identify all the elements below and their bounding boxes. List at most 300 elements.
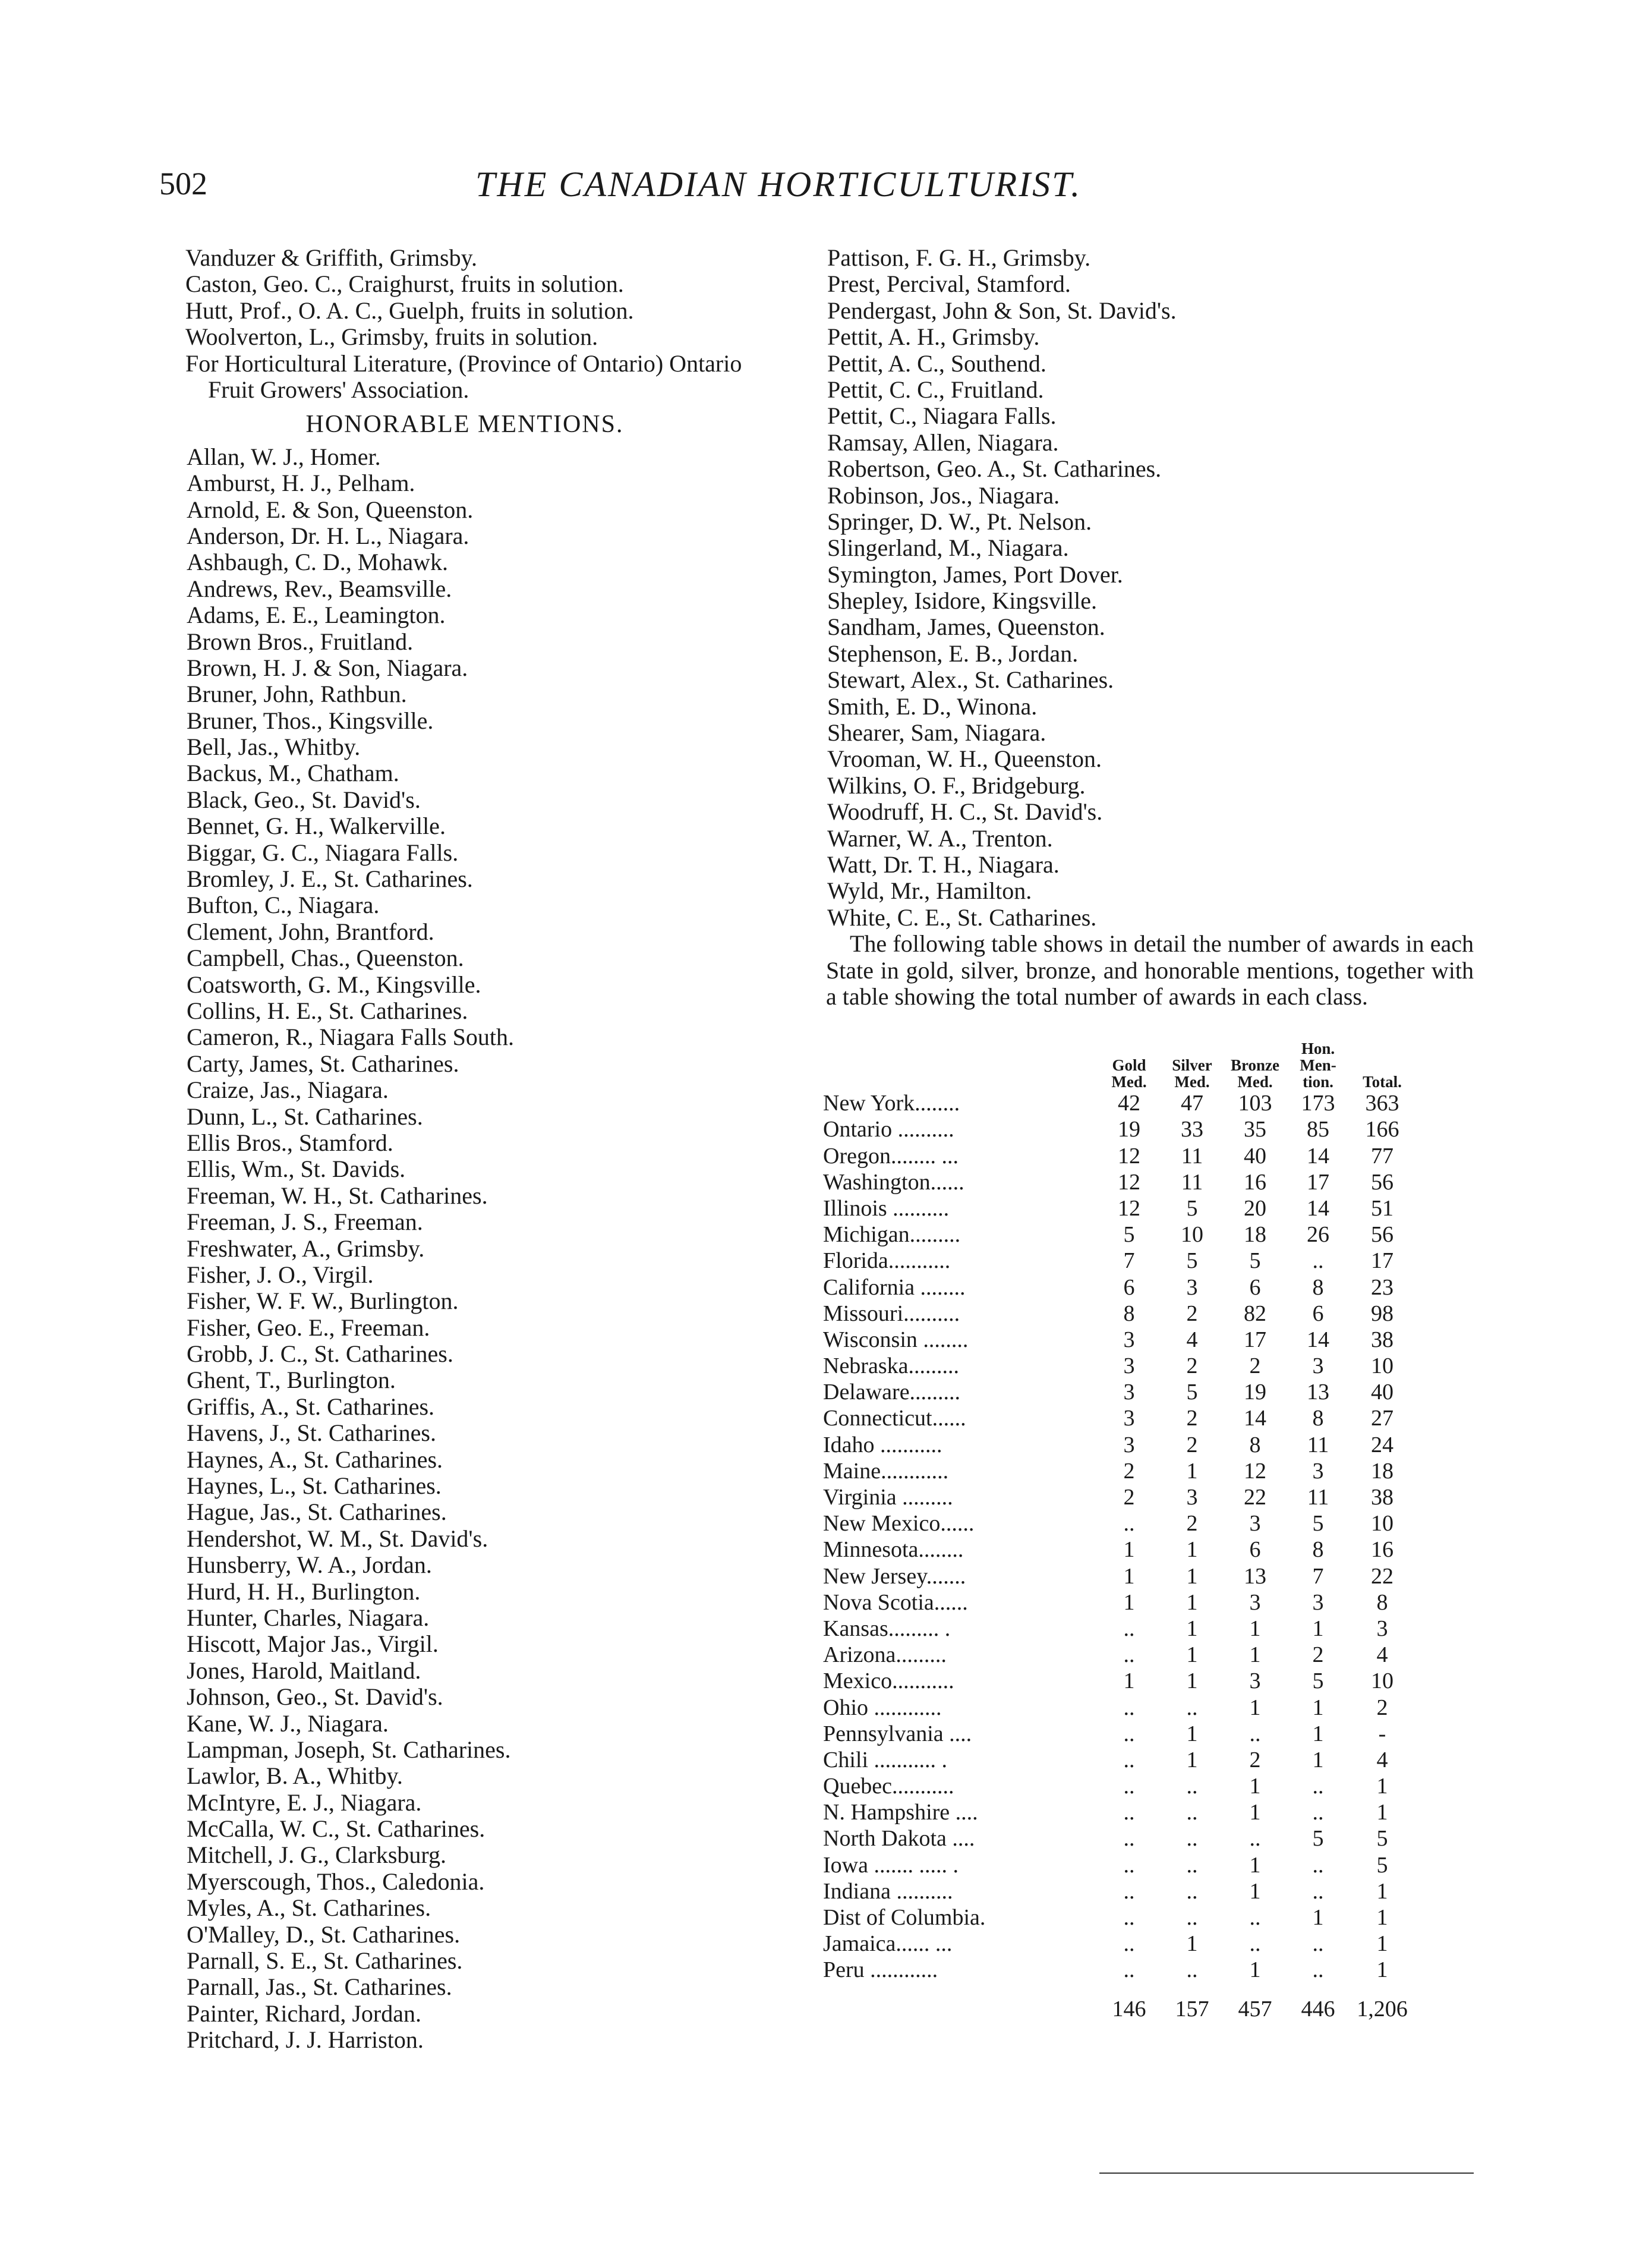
cell-state: New York........ [823,1091,960,1116]
cell-bronze: .. [1249,1905,1261,1930]
cell-silver: 1 [1186,1589,1198,1615]
list-item: Collins, H. E., St. Catharines. [187,997,468,1024]
header-text: tion. [1303,1073,1333,1091]
cell-silver: 1 [1186,1931,1198,1957]
list-item: Hunter, Charles, Niagara. [187,1604,430,1631]
table-row [823,1431,1415,1457]
list-item: Symington, James, Port Dover. [827,561,1123,588]
cell-hon: .. [1312,1774,1324,1799]
header-text: Med. [1111,1073,1147,1091]
list-item: Fisher, J. O., Virgil. [187,1261,374,1288]
cell-silver: .. [1186,1800,1198,1825]
cell-state: Minnesota........ [823,1537,964,1563]
cell-hon: 14 [1307,1195,1329,1221]
cell-total: 1 [1376,1905,1388,1930]
table-row [823,1825,1415,1852]
table-row [823,1195,1415,1221]
header-text: Silver [1172,1056,1212,1074]
cell-total: 1 [1376,1957,1388,1983]
cell-bronze: 3 [1249,1668,1261,1694]
cell-gold: .. [1123,1616,1135,1641]
cell-state: Jamaica...... ... [823,1931,953,1957]
cell-state: Wisconsin ........ [823,1327,969,1352]
cell-hon: 8 [1312,1537,1324,1563]
table-row [823,1484,1415,1510]
header-hon [1287,1040,1350,1090]
list-item: Allan, W. J., Homer. [187,443,381,470]
list-item: Vanduzer & Griffith, Grimsby. [185,244,478,271]
list-item: Hutt, Prof., O. A. C., Guelph, fruits in solution. [185,297,634,324]
list-item: Brown Bros., Fruitland. [187,628,414,655]
cell-bronze: .. [1249,1826,1261,1852]
cell-bronze: 103 [1238,1091,1272,1116]
honorable-mentions-list-continued [826,245,1474,931]
cell-total: 5 [1376,1826,1388,1852]
header-text: Hon. [1301,1040,1335,1057]
list-item: Pritchard, J. J. Harriston. [187,2026,424,2054]
cell-state: Ohio ............ [823,1695,942,1720]
list-item: Hunsberry, W. A., Jordan. [187,1551,432,1579]
list-item: Sandham, James, Queenston. [827,613,1105,641]
cell-silver: 1 [1186,1563,1198,1589]
list-item: Campbell, Chas., Queenston. [187,944,464,972]
cell-bronze: 1 [1249,1852,1261,1878]
cell-bronze: 40 [1244,1143,1266,1169]
cell-gold: 19 [1118,1117,1140,1142]
cell-bronze: 1 [1249,1774,1261,1799]
cell-silver: 1 [1186,1616,1198,1641]
list-item: Freshwater, A., Grimsby. [187,1235,425,1262]
right-column [826,245,1474,1010]
cell-state: Chili ........... . [823,1747,948,1772]
cell-gold: 42 [1118,1091,1140,1116]
cell-state: Connecticut...... [823,1406,966,1431]
cell-total: 166 [1365,1117,1399,1142]
list-item: Hendershot, W. M., St. David's. [187,1525,488,1552]
cell-total: 38 [1371,1485,1394,1510]
cell-hon: .. [1312,1800,1324,1825]
cell-bronze: 3 [1249,1589,1261,1615]
table-row [823,1563,1415,1589]
cell-silver: 2 [1186,1432,1198,1457]
table-row [823,1090,1415,1116]
list-item: O'Malley, D., St. Catharines. [187,1920,461,1948]
cell-hon: 26 [1307,1222,1329,1248]
total-silver: 157 [1175,1997,1209,2022]
list-item: Stewart, Alex., St. Catharines. [827,666,1114,694]
cell-gold: .. [1123,1774,1135,1799]
cell-hon: 173 [1301,1091,1335,1116]
cell-silver: 47 [1181,1091,1203,1116]
list-item: Clement, John, Brantford. [187,918,434,945]
list-item: Pettit, C., Niagara Falls. [827,402,1057,430]
cell-hon: 14 [1307,1327,1329,1352]
table-row [823,1721,1415,1747]
table-row [823,1274,1415,1300]
cell-gold: 3 [1123,1406,1135,1431]
list-item: Arnold, E. & Son, Queenston. [187,496,474,523]
cell-state: Indiana .......... [823,1878,953,1904]
cell-silver: .. [1186,1905,1198,1930]
cell-state: Michigan......... [823,1222,961,1248]
table-row [823,1248,1415,1274]
table-row [823,1169,1415,1195]
cell-silver: 11 [1181,1143,1203,1169]
list-item: Slingerland, M., Niagara. [827,534,1069,562]
table-row [823,1642,1415,1668]
list-item: Woolverton, L., Grimsby, fruits in solution. [185,323,598,351]
table-row [823,1116,1415,1142]
cell-gold: 12 [1118,1169,1140,1195]
cell-silver: 10 [1181,1222,1203,1248]
list-item: Pettit, C. C., Fruitland. [827,376,1044,403]
list-item: McIntyre, E. J., Niagara. [187,1789,422,1816]
table-row [823,1405,1415,1431]
cell-state: Peru ............ [823,1957,938,1983]
header-text: Med. [1174,1073,1210,1091]
cell-total: 24 [1371,1432,1394,1457]
cell-total: 1 [1376,1800,1388,1825]
cell-hon: 1 [1312,1616,1324,1641]
table-totals-row [823,1983,1415,2022]
cell-bronze: 35 [1244,1117,1266,1142]
cell-hon: 1 [1312,1905,1324,1930]
cell-hon: .. [1312,1248,1324,1274]
list-item: Ellis Bros., Stamford. [187,1129,393,1156]
cell-silver: 3 [1186,1485,1198,1510]
list-item: Dunn, L., St. Catharines. [187,1103,423,1130]
cell-total: 363 [1365,1091,1399,1116]
cell-gold: .. [1123,1511,1135,1537]
cell-gold: 2 [1123,1458,1135,1484]
table-row [823,1510,1415,1537]
list-item: Springer, D. W., Pt. Nelson. [827,508,1092,535]
cell-gold: 3 [1123,1380,1135,1405]
cell-bronze: 22 [1244,1485,1266,1510]
cell-gold: .. [1123,1852,1135,1878]
list-item: Ashbaugh, C. D., Mohawk. [187,549,448,576]
total-hon: 446 [1301,1997,1335,2022]
list-item: Wyld, Mr., Hamilton. [827,877,1032,905]
cell-total: 17 [1371,1248,1394,1274]
cell-state: Kansas......... . [823,1616,951,1641]
cell-bronze: 16 [1244,1169,1266,1195]
cell-total: 56 [1371,1169,1394,1195]
cell-silver: 1 [1186,1458,1198,1484]
left-column [185,245,780,2054]
cell-silver: .. [1186,1878,1198,1904]
list-item: Griffis, A., St. Catharines. [187,1393,435,1420]
table-row [823,1142,1415,1169]
list-item: Adams, E. E., Leamington. [187,602,446,629]
running-head: THE CANADIAN HORTICULTURIST. [475,165,1082,204]
header-text: Bronze [1231,1056,1279,1074]
cell-total: 1 [1376,1931,1388,1957]
list-item: Watt, Dr. T. H., Niagara. [827,851,1060,878]
cell-silver: 2 [1186,1406,1198,1431]
list-item: Kane, W. J., Niagara. [187,1709,389,1737]
list-item: Robertson, Geo. A., St. Catharines. [827,455,1162,483]
list-item: Cameron, R., Niagara Falls South. [187,1024,515,1051]
cell-gold: .. [1123,1695,1135,1720]
cell-bronze: 19 [1244,1380,1266,1405]
cell-total: 98 [1371,1301,1394,1326]
header-total [1350,1040,1415,1090]
list-item: Amburst, H. J., Pelham. [187,470,415,497]
list-item: Painter, Richard, Jordan. [187,2000,421,2027]
table-row [823,1379,1415,1405]
cell-silver: 1 [1186,1721,1198,1746]
totals-rule [1099,2173,1474,2174]
cell-silver: 1 [1186,1747,1198,1772]
list-item: Shepley, Isidore, Kingsville. [827,587,1098,615]
section-heading: HONORABLE MENTIONS. [305,411,624,439]
cell-hon: 85 [1307,1117,1329,1142]
header-state [823,1040,1098,1090]
cell-gold: 1 [1123,1668,1135,1694]
cell-state: Illinois .......... [823,1195,950,1221]
list-item: Haynes, A., St. Catharines. [187,1446,443,1473]
cell-silver: 5 [1186,1380,1198,1405]
list-item: Parnall, Jas., St. Catharines. [187,1973,452,2001]
table-header-row [823,1040,1415,1090]
table-row [823,1799,1415,1825]
list-item: Lampman, Joseph, St. Catharines. [187,1736,511,1763]
total-gold: 146 [1112,1997,1146,2022]
cell-silver: 4 [1186,1327,1198,1352]
header-text: Med. [1237,1073,1273,1091]
totals-label [823,1983,1098,2022]
table-row [823,1301,1415,1327]
cell-hon: 1 [1312,1747,1324,1772]
cell-total: 18 [1371,1458,1394,1484]
list-item: Bromley, J. E., St. Catharines. [187,865,473,893]
cell-total: 16 [1371,1537,1394,1563]
cell-hon: 1 [1312,1721,1324,1746]
cell-gold: 2 [1123,1485,1135,1510]
header-gold [1098,1040,1161,1090]
header-text: Men- [1300,1056,1336,1074]
cell-gold: 6 [1123,1274,1135,1300]
list-item: Warner, W. A., Trenton. [827,824,1053,852]
cell-state: Mexico........... [823,1668,954,1694]
cell-total: 51 [1371,1195,1394,1221]
list-item: Hague, Jas., St. Catharines. [187,1498,447,1526]
list-item: Ramsay, Allen, Niagara. [827,429,1059,456]
table-row [823,1616,1415,1642]
list-item: Bennet, G. H., Walkerville. [187,813,446,840]
page-number: 502 [159,166,207,201]
table-row [823,1537,1415,1563]
cell-hon: .. [1312,1957,1324,1983]
list-item: Carty, James, St. Catharines. [187,1050,459,1077]
total-bronze: 457 [1238,1997,1272,2022]
cell-silver: 5 [1186,1248,1198,1274]
list-item: Fisher, Geo. E., Freeman. [187,1314,430,1341]
cell-state: Nova Scotia...... [823,1589,968,1615]
cell-total: - [1378,1721,1386,1746]
cell-state: Quebec........... [823,1774,954,1799]
cell-hon: 2 [1312,1642,1324,1668]
cell-gold: 12 [1118,1195,1140,1221]
cell-bronze: 12 [1244,1458,1266,1484]
cell-bronze: 3 [1249,1511,1261,1537]
honorable-mentions-list [185,444,780,2054]
list-item: Prest, Percival, Stamford. [827,270,1071,298]
table-row [823,1694,1415,1720]
cell-bronze: 1 [1249,1800,1261,1825]
cell-hon: 8 [1312,1406,1324,1431]
cell-bronze: 2 [1249,1747,1261,1772]
cell-state: Iowa ....... ..... . [823,1852,959,1878]
cell-hon: 8 [1312,1274,1324,1300]
list-item: For Horticultural Literature, (Province of Ontario) Ontario Fruit Growers' Association. [185,350,742,403]
cell-total: 27 [1371,1406,1394,1431]
table-row [823,1458,1415,1484]
list-item: Bufton, C., Niagara. [187,892,380,919]
cell-bronze: 6 [1249,1537,1261,1563]
cell-gold: .. [1123,1747,1135,1772]
list-item: Parnall, S. E., St. Catharines. [187,1947,463,1975]
list-item: Jones, Harold, Maitland. [187,1657,421,1684]
list-item: Smith, E. D., Winona. [827,692,1038,720]
cell-bronze: 1 [1249,1695,1261,1720]
list-item: Myerscough, Thos., Caledonia. [187,1868,485,1895]
cell-total: 22 [1371,1563,1394,1589]
table-row [823,1931,1415,1957]
cell-total: 40 [1371,1380,1394,1405]
cell-gold: 3 [1123,1432,1135,1457]
cell-hon: 6 [1312,1301,1324,1326]
list-item: Biggar, G. C., Niagara Falls. [187,839,459,866]
cell-silver: 2 [1186,1301,1198,1326]
cell-silver: .. [1186,1826,1198,1852]
list-item: Robinson, Jos., Niagara. [827,481,1060,509]
list-item: Haynes, L., St. Catharines. [187,1472,442,1500]
table-row [823,1327,1415,1353]
list-item: Pattison, F. G. H., Grimsby. [827,244,1091,271]
list-item: Bruner, Thos., Kingsville. [187,707,434,734]
list-item: Stephenson, E. B., Jordan. [827,640,1079,667]
cell-gold: .. [1123,1957,1135,1983]
cell-state: New Jersey....... [823,1563,966,1589]
list-item: Pettit, A. H., Grimsby. [827,323,1040,351]
cell-silver: .. [1186,1695,1198,1720]
cell-bronze: 1 [1249,1616,1261,1641]
cell-bronze: 1 [1249,1957,1261,1983]
cell-hon: 5 [1312,1668,1324,1694]
cell-state: Arizona......... [823,1642,947,1668]
cell-state: Maine............ [823,1458,949,1484]
cell-gold: .. [1123,1931,1135,1957]
cell-total: 10 [1371,1511,1394,1537]
cell-bronze: 1 [1249,1878,1261,1904]
cell-total: 1 [1376,1774,1388,1799]
list-item: Woodruff, H. C., St. David's. [827,798,1103,826]
list-item: Anderson, Dr. H. L., Niagara. [187,522,469,549]
cell-total: 2 [1376,1695,1388,1720]
awards-table [823,1040,1415,2022]
list-item: Freeman, J. S., Freeman. [187,1208,423,1236]
cell-hon: 3 [1312,1589,1324,1615]
cell-hon: 17 [1307,1169,1329,1195]
list-item: Lawlor, B. A., Whitby. [187,1762,403,1790]
list-item: Bruner, John, Rathbun. [187,681,407,708]
list-item: Andrews, Rev., Beamsville. [187,575,452,602]
cell-total: 3 [1376,1616,1388,1641]
cell-silver: 33 [1181,1117,1203,1142]
list-item: Coatsworth, G. M., Kingsville. [187,971,481,998]
cell-state: Washington...... [823,1169,964,1195]
cell-gold: 5 [1123,1222,1135,1248]
cell-total: 56 [1371,1222,1394,1248]
cell-hon: 11 [1307,1432,1329,1457]
cell-state: Idaho ........... [823,1432,942,1457]
cell-silver: .. [1186,1774,1198,1799]
cell-silver: .. [1186,1957,1198,1983]
cell-state: California ........ [823,1274,966,1300]
list-item: Craize, Jas., Niagara. [187,1076,389,1104]
cell-total: 1 [1376,1878,1388,1904]
cell-gold: 3 [1123,1353,1135,1379]
cell-silver: 2 [1186,1511,1198,1537]
cell-state: Ontario .......... [823,1117,954,1142]
list-item: Fisher, W. F. W., Burlington. [187,1287,459,1315]
cell-bronze: 13 [1244,1563,1266,1589]
header-text: Total. [1363,1073,1402,1091]
cell-bronze: .. [1249,1931,1261,1957]
table-row [823,1904,1415,1931]
cell-state: Nebraska......... [823,1353,959,1379]
cell-state: Oregon........ ... [823,1143,959,1169]
cell-total: 10 [1371,1353,1394,1379]
cell-silver: 1 [1186,1537,1198,1563]
cell-state: Pennsylvania .... [823,1721,972,1746]
cell-silver: 3 [1186,1274,1198,1300]
table-row [823,1747,1415,1773]
list-item: Myles, A., St. Catharines. [187,1894,431,1922]
header-bronze [1224,1040,1287,1090]
cell-bronze: 8 [1249,1432,1261,1457]
table-row [823,1221,1415,1248]
cell-gold: .. [1123,1721,1135,1746]
cell-hon: .. [1312,1852,1324,1878]
list-item: White, C. E., St. Catharines. [827,903,1097,931]
cell-bronze: 14 [1244,1406,1266,1431]
cell-gold: 1 [1123,1537,1135,1563]
cell-bronze: 20 [1244,1195,1266,1221]
list-item: Caston, Geo. C., Craighurst, fruits in solution. [185,270,624,298]
header-text: Gold [1112,1056,1146,1074]
cell-silver: 11 [1181,1169,1203,1195]
table-row [823,1668,1415,1694]
cell-state: Dist of Columbia. [823,1905,986,1930]
table-row [823,1852,1415,1878]
cell-gold: 1 [1123,1589,1135,1615]
list-item: Vrooman, W. H., Queenston. [827,745,1102,773]
cell-state: Missouri.......... [823,1301,960,1326]
cell-hon: .. [1312,1878,1324,1904]
cell-hon: 5 [1312,1826,1324,1852]
cell-total: 4 [1376,1747,1388,1772]
table-row [823,1773,1415,1799]
cell-silver: .. [1186,1852,1198,1878]
list-item: Backus, M., Chatham. [187,760,399,787]
cell-hon: 3 [1312,1458,1324,1484]
list-item: McCalla, W. C., St. Catharines. [187,1815,485,1843]
cell-bronze: 82 [1244,1301,1266,1326]
list-item: Bell, Jas., Whitby. [187,733,361,761]
